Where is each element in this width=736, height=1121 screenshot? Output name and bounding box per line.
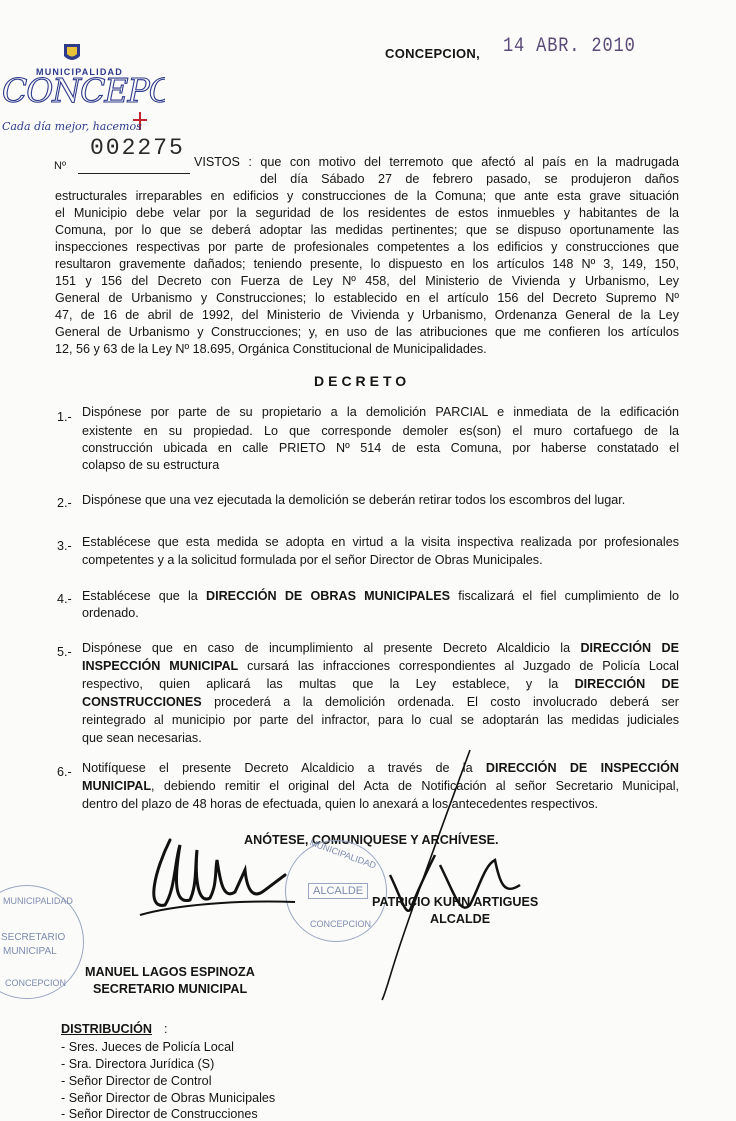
stamp-text: CONCEPCION	[310, 919, 372, 929]
item-6-line: dentro del plazo de 48 horas de efectuada, quien lo anexará a los antecedentes respectivos.	[82, 797, 598, 811]
distribucion-item: - Señor Director de Control	[61, 1074, 212, 1088]
item-5-line: reintegrado al municipio por parte del infractor, para lo cual se adoptarán las medidas judiciales	[82, 713, 679, 727]
vistos-line: 12, 56 y 63 de la Ley Nº 18.695, Orgánica Constitucional de Municipalidades.	[55, 342, 487, 356]
item-1-line: colapso de su estructura	[82, 458, 220, 472]
text-bold: DIRECCIÓN DE	[580, 641, 679, 655]
vistos-line: inspecciones respectivas por parte de profesionales competentes a los edificios y construcciones que	[55, 240, 679, 254]
text-bold: CONSTRUCCIONES	[82, 695, 202, 709]
closing-formula: ANÓTESE, COMUNIQUESE Y ARCHÍVESE.	[244, 833, 499, 847]
decree-number-label: Nº	[54, 160, 66, 172]
vistos-line: del día Sábado 27 de febrero pasado, se produjeron daños	[260, 172, 679, 186]
text: cursará las infracciones correspondientes al Juzgado de Policía Local	[238, 659, 679, 673]
text-bold: INSPECCIÓN MUNICIPAL	[82, 659, 239, 673]
secretario-signature	[135, 830, 305, 930]
text: , debiendo remitir el original del Acta de Notificación al señor Secretario Municipal,	[151, 779, 679, 793]
distribucion-item: - Sres. Jueces de Policía Local	[61, 1040, 234, 1054]
text-bold: DIRECCIÓN DE	[574, 677, 679, 691]
city-label: CONCEPCION,	[385, 46, 481, 61]
item-3-line: competentes y a la solicitud formulada por el señor Director de Obras Municipales.	[82, 553, 543, 567]
alcalde-signature	[360, 745, 560, 1005]
item-4-line	[82, 589, 679, 603]
distribucion-title: DISTRIBUCIÓN	[61, 1022, 152, 1036]
decreto-heading: DECRETO	[314, 373, 411, 389]
number-underline	[78, 173, 190, 174]
vistos-line: estructurales irreparables en edificios y construcciones de la Comuna; que ante esta grave situación	[55, 189, 679, 203]
stamp-text: ALCALDE	[308, 883, 368, 899]
item-5-line	[82, 695, 679, 709]
item-1-line: Dispónese por parte de su propietario a la demolición PARCIAL e inmediata de la edificación	[82, 405, 679, 419]
item-3-line: Establécese que esta medida se adopta en virtud a la visita inspectiva realizada por profesionales	[82, 535, 679, 549]
decree-number: 002275	[90, 135, 185, 161]
text-bold: MUNICIPAL	[82, 779, 152, 793]
text: procederá a la demolición ordenada. El costo involucrado deberá ser	[201, 695, 679, 709]
vistos-line: resultaron gravemente dañados; teniendo presente, lo dispuesto en los artículos 148 Nº 3, 149, 150,	[55, 257, 679, 271]
vistos-line: General de Urbanismo y Construcciones; lo establecido en el artículo 156 del Decreto Supremo Nº	[55, 291, 679, 305]
logo-municipalidad: MUNICIPALIDAD	[36, 67, 123, 77]
text: fiscalizará el fiel cumplimiento de lo	[450, 589, 680, 603]
text-bold: DIRECCIÓN DE INSPECCIÓN	[485, 761, 679, 775]
vistos-line: 47, de 16 de abril de 1992, del Ministerio de Vivienda y Urbanismo, Ordenanza General de la Ley	[55, 308, 679, 322]
municipal-logo	[0, 40, 165, 150]
item-number: 6.-	[57, 765, 72, 779]
item-5-line	[82, 677, 679, 691]
distribucion-item: - Señor Director de Construcciones	[61, 1107, 258, 1121]
text: Dispónese que en caso de incumplimiento al presente Decreto Alcaldicio la	[82, 641, 581, 655]
date-stamp: 14 ABR. 2010	[503, 35, 636, 58]
item-number: 2.-	[57, 496, 72, 510]
logo-wordmark: CONCEP	[2, 71, 149, 110]
item-2-line: Dispónese que una vez ejecutada la demolición se deberán retirar todos los escombros del lugar.	[82, 493, 626, 507]
distribucion-item: - Señor Director de Obras Municipales	[61, 1091, 276, 1105]
logo-slogan: Cada día mejor, hacemos	[2, 120, 142, 133]
text: Notifíquese el presente Decreto Alcaldicio a través de la	[82, 761, 486, 775]
item-5-line: que sean necesarias.	[82, 731, 202, 745]
distribucion-colon: :	[164, 1022, 168, 1036]
item-number: 5.-	[57, 645, 72, 659]
secretario-title: SECRETARIO MUNICIPAL	[93, 982, 248, 996]
item-5-line	[82, 659, 679, 673]
item-number: 3.-	[57, 539, 72, 553]
stamp-text: CONCEPCION	[5, 978, 67, 988]
item-1-line: construcción ubicada en calle PRIETO Nº 514 de esta Comuna, por haberse constatado el	[82, 441, 679, 455]
secretario-name: MANUEL LAGOS ESPINOZA	[85, 965, 255, 979]
item-4-line: ordenado.	[82, 606, 139, 620]
vistos-line: VISTOS : que con motivo del terremoto que afectó al país en la madrugada	[194, 155, 679, 169]
text: Establécese que la	[82, 589, 206, 603]
item-1-line: existente en su propiedad. Lo que corresponde demoler es(son) el muro cortafuego de la	[82, 424, 679, 438]
stamp-text: MUNICIPALIDAD	[3, 896, 73, 906]
item-number: 4.-	[57, 592, 72, 606]
vistos-line: 151 y 156 del Decreto con Fuerza de Ley Nº 458, del Ministerio de Vivienda y Urbanismo, Ley	[55, 274, 679, 288]
vistos-line: el Municipio debe velar por la seguridad de los residentes de estos inmuebles y habitantes de la	[55, 206, 679, 220]
item-5-line	[82, 641, 679, 655]
alcalde-name: PATRICIO KUHN ARTIGUES	[372, 895, 539, 909]
coat-of-arms-icon	[0, 40, 165, 150]
vistos-line: General de Urbanismo y Construcciones; y, en uso de las atribuciones que me confieren los artículos	[55, 325, 679, 339]
text-bold: DIRECCIÓN DE OBRAS MUNICIPALES	[205, 589, 451, 603]
stamp-text: MUNICIPAL	[3, 946, 57, 957]
item-number: 1.-	[57, 410, 72, 424]
text: respectivo, quien aplicará las multas que la Ley establece, y la	[82, 677, 575, 691]
distribucion-item: - Sra. Directora Jurídica (S)	[61, 1057, 215, 1071]
vistos-line: Comuna, por lo que se deberá adoptar las medidas pertinentes; que se dispuso oportunamente las	[55, 223, 679, 237]
stamp-text: MUNICIPALIDAD	[308, 837, 378, 871]
stamp-text: SECRETARIO	[1, 932, 66, 943]
secretario-stamp	[0, 885, 84, 999]
alcalde-title: ALCALDE	[430, 912, 491, 926]
